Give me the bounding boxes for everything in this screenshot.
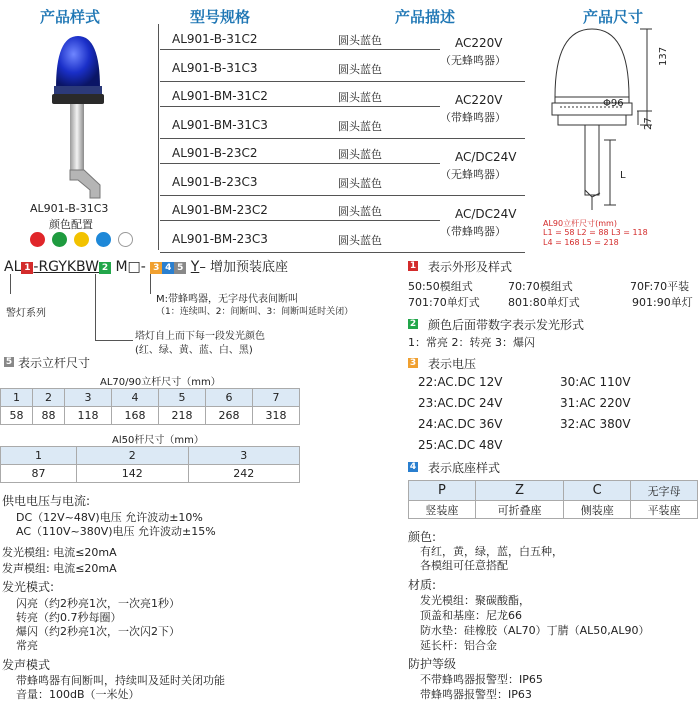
al70-value-cell: 88: [33, 407, 65, 425]
code-y: Y: [190, 259, 200, 275]
material-line4: 延长杆：铝合金: [420, 639, 497, 652]
model-desc-cell: 圆头蓝色: [338, 91, 382, 104]
model-desc-cell: 圆头蓝色: [338, 119, 382, 133]
al50-value-cell: 87: [1, 465, 77, 483]
height-27-label: 27: [643, 117, 654, 130]
product-photo: [40, 30, 120, 205]
protection-line2: 带蜂鸣器报警型：IP63: [420, 688, 532, 701]
code-dash: -: [140, 259, 146, 275]
diameter-label: Φ96: [603, 98, 624, 109]
r1-a1: 50:50模组式: [408, 280, 473, 293]
model-desc-cell: 圆头蓝色: [338, 34, 382, 47]
r2-badge: 2: [409, 319, 417, 329]
al70-value-cell: 268: [206, 407, 253, 425]
code-base-note: – 增加预装底座: [199, 260, 288, 275]
al50-table: [0, 446, 300, 483]
al70-table: [0, 388, 300, 425]
al50-index-cell: 1: [1, 447, 77, 465]
color-swatch: [52, 232, 67, 247]
header-model: 型号规格: [190, 8, 251, 26]
model-desc-cell: 圆头蓝色: [338, 205, 382, 218]
height-137-label: 137: [658, 46, 669, 66]
voltage-option: 31:AC 220V: [560, 396, 631, 410]
color-swatch: [118, 232, 133, 247]
code-prefix: AL: [4, 259, 22, 275]
al70-index-cell: 6: [206, 389, 253, 407]
model-desc-cell: 圆头蓝色: [338, 176, 382, 190]
color-line2: 各模组可任意搭配: [420, 559, 508, 572]
voltage-label: AC220V: [455, 36, 503, 50]
al70-value-cell: 58: [1, 407, 33, 425]
segment-desc-1: 塔灯自上而下每一段发光颜色: [135, 331, 265, 342]
group-divider: [160, 138, 525, 139]
color-title: 颜色:: [408, 530, 437, 544]
model-desc-cell: 圆头蓝色: [338, 233, 382, 247]
product-model-label: AL901-B-31C3: [30, 202, 109, 215]
model-desc-cell: 圆头蓝色: [338, 148, 382, 161]
voltage-label: AC/DC24V: [455, 207, 517, 221]
al70-value-cell: 118: [65, 407, 112, 425]
code-buzzer: M□: [115, 259, 141, 275]
base-name-cell: 平装座: [631, 501, 698, 519]
voltage-label: AC220V: [455, 93, 503, 107]
al50-index-cell: 2: [77, 447, 188, 465]
row-divider: [160, 220, 440, 221]
voltage-option: 25:AC.DC 48V: [418, 438, 503, 452]
material-title: 材质:: [408, 578, 437, 592]
protection-title: 防护等级: [408, 657, 457, 671]
voltage-option: 23:AC.DC 24V: [418, 396, 503, 410]
code-num-5: 5: [174, 262, 186, 274]
r2-title: 颜色后面带数字表示发光形式: [428, 318, 585, 332]
rod-size-line1: L1 = 58 L2 = 88 L3 = 118: [543, 228, 648, 237]
color-line1: 有红，黄，绿，蓝，白五种，: [420, 545, 563, 558]
sound-mode-desc: 带蜂鸣器有间断叫，持续叫及延时关闭功能: [16, 674, 225, 687]
rod-size-line2: L4 = 168 L5 = 218: [543, 238, 619, 247]
row-divider: [160, 106, 440, 107]
color-config-label: 颜色配置: [49, 218, 93, 231]
buzzer-desc-2: （1：连续叫、2：间断叫、3：间断叫延时关闭）: [156, 307, 354, 317]
model-code-cell: AL901-BM-23C3: [172, 231, 268, 246]
sound-mode-title: 发声模式: [2, 658, 51, 672]
buzzer-note: （无蜂鸣器）: [440, 54, 506, 67]
r1-b3: 901:90单灯: [632, 296, 693, 309]
r3-badge: 3: [409, 358, 417, 368]
model-code-cell: AL901-B-23C2: [172, 146, 258, 160]
al70-index-cell: 7: [253, 389, 300, 407]
r1-title: 表示外形及样式: [428, 260, 513, 274]
voltage-option: 30:AC 110V: [560, 375, 631, 389]
base-code-cell: C: [564, 481, 631, 501]
al50-value-cell: 142: [77, 465, 188, 483]
color-swatch: [74, 232, 89, 247]
al70-index-cell: 4: [112, 389, 159, 407]
model-table-divider: [158, 24, 159, 250]
base-name-cell: 竖装座: [409, 501, 476, 519]
buzzer-note: （带蜂鸣器）: [440, 225, 506, 238]
al50-index-cell: 3: [188, 447, 300, 465]
base-code-cell: Z: [475, 481, 563, 501]
model-code: [4, 256, 288, 275]
r3-title: 表示电压: [428, 357, 477, 371]
segment-desc-2: (红、绿、黄、蓝、白、黑): [135, 345, 253, 356]
model-code-cell: AL901-B-23C3: [172, 174, 258, 189]
header-style: 产品样式: [40, 8, 101, 26]
material-line2: 顶盖和基座：尼龙66: [420, 609, 522, 622]
rod-title: 表示立杆尺寸: [18, 356, 91, 370]
al70-index-cell: 5: [159, 389, 206, 407]
connector: [95, 274, 96, 340]
light-mode-steady: 常亮: [16, 639, 38, 652]
code-num-2: 2: [99, 262, 111, 274]
al70-value-cell: 218: [159, 407, 206, 425]
model-code-cell: AL901-BM-31C2: [172, 89, 268, 103]
r1-a3: 70F:70平装: [630, 280, 690, 293]
connector: [150, 274, 151, 294]
r1-a2: 70:70模组式: [508, 280, 573, 293]
rod-size-title: AL90立杆尺寸(mm): [543, 219, 617, 228]
group-divider: [160, 195, 525, 196]
buzzer-note: （无蜂鸣器）: [440, 168, 506, 181]
light-mode-rotate: 转亮（约0.7秒每圈）: [16, 611, 122, 624]
base-code-cell: P: [409, 481, 476, 501]
buzzer-desc-1: M:带蜂鸣器，无字母代表间断叫: [156, 294, 298, 305]
base-name-cell: 可折叠座: [475, 501, 563, 519]
voltage-option: 32:AC 380V: [560, 417, 631, 431]
supply-dc: DC（12V~48V)电压 允许波动±10%: [16, 511, 203, 524]
group-divider: [160, 81, 525, 82]
sound-module: 发声模组: 电流≤20mA: [2, 562, 117, 575]
row-divider: [160, 49, 440, 50]
group-divider: [160, 252, 525, 253]
model-desc-cell: 圆头蓝色: [338, 62, 382, 76]
code-num-4: 4: [162, 262, 174, 274]
sound-volume: 音量：100dB（一米处）: [16, 688, 140, 701]
r1-b1: 701:70单灯式: [408, 296, 480, 309]
voltage-label: AC/DC24V: [455, 150, 517, 164]
al70-index-cell: 3: [65, 389, 112, 407]
header-size: 产品尺寸: [583, 8, 644, 26]
light-mode-title: 发光模式:: [2, 580, 55, 594]
code-num-3: 3: [150, 262, 162, 274]
voltage-option: 22:AC.DC 12V: [418, 375, 503, 389]
length-label: L: [620, 170, 626, 181]
protection-line1: 不带蜂鸣器报警型：IP65: [420, 673, 543, 686]
light-module: 发光模组: 电流≤20mA: [2, 546, 117, 559]
code-num-1: 1: [21, 262, 33, 274]
voltage-option: 24:AC.DC 36V: [418, 417, 503, 431]
light-mode-strobe: 爆闪（约2秒亮1次，一次闪2下）: [16, 625, 180, 638]
al50-title: Al50杆尺寸（mm）: [112, 435, 204, 446]
r2-text: 1：常亮 2：转亮 3：爆闪: [408, 336, 535, 349]
connector: [95, 340, 133, 341]
base-code-cell: 无字母: [631, 481, 698, 501]
al50-value-cell: 242: [188, 465, 300, 483]
buzzer-note: （带蜂鸣器）: [440, 111, 506, 124]
model-code-cell: AL901-B-31C2: [172, 32, 258, 46]
connector: [10, 274, 11, 294]
model-code-cell: AL901-BM-23C2: [172, 203, 268, 217]
rod-num-badge: 5: [5, 357, 13, 367]
al70-value-cell: 168: [112, 407, 159, 425]
material-line3: 防水垫：硅橡胶（AL70）丁腈（AL50,AL90）: [420, 624, 650, 637]
color-swatch: [96, 232, 111, 247]
header-description: 产品描述: [395, 8, 456, 26]
supply-title: 供电电压与电流:: [2, 494, 91, 508]
color-swatch: [30, 232, 45, 247]
supply-ac: AC（110V~380V)电压 允许波动±15%: [16, 525, 216, 538]
material-line1: 发光模组：聚碳酸酯，: [420, 594, 530, 607]
r4-title: 表示底座样式: [428, 461, 501, 475]
r4-badge: 4: [409, 462, 417, 472]
base-name-cell: 侧装座: [564, 501, 631, 519]
al70-index-cell: 1: [1, 389, 33, 407]
row-divider: [160, 163, 440, 164]
al70-title: AL70/90立杆尺寸（mm）: [100, 377, 221, 388]
model-code-cell: AL901-BM-31C3: [172, 117, 268, 132]
r1-b2: 801:80单灯式: [508, 296, 580, 309]
model-code-cell: AL901-B-31C3: [172, 60, 258, 75]
code-colors: -RGYKBW: [33, 259, 100, 275]
al70-index-cell: 2: [33, 389, 65, 407]
series-label: 警灯系列: [6, 308, 46, 319]
al70-value-cell: 318: [253, 407, 300, 425]
base-table: [408, 480, 698, 519]
light-mode-flash: 闪亮（约2秒亮1次，一次亮1秒）: [16, 597, 180, 610]
r1-badge: 1: [409, 261, 417, 271]
